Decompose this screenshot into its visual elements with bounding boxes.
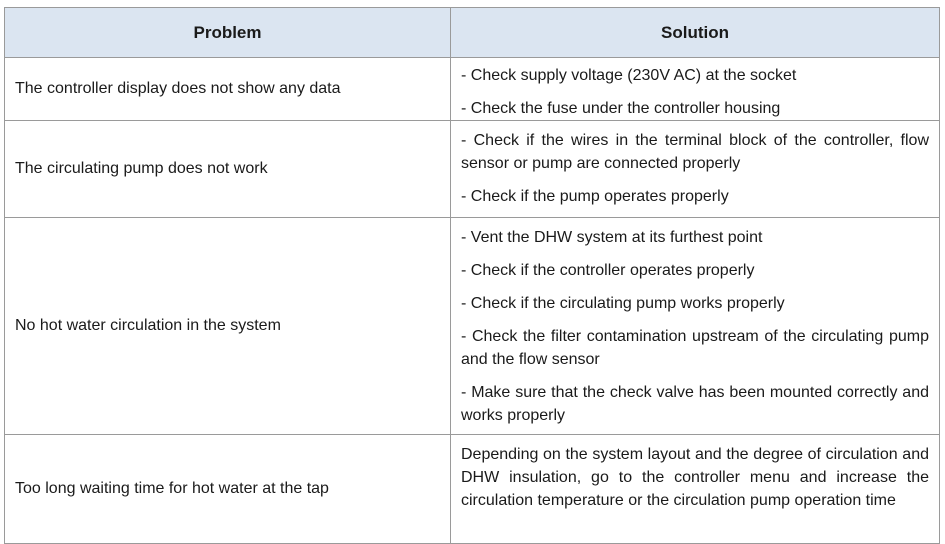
- solution-cell: [451, 435, 940, 544]
- solution-line: - Check if the circulating pump works properly: [461, 295, 785, 312]
- problem-cell: The circulating pump does not work: [5, 121, 451, 218]
- solution-cell: [451, 218, 940, 435]
- table-row: [5, 435, 940, 544]
- solution-cell: [451, 121, 940, 218]
- problem-cell: The controller display does not show any data: [5, 58, 451, 121]
- troubleshooting-table-wrapper: [4, 7, 940, 544]
- solution-line: - Check the filter contamination upstream of the circulating pump and the flow sensor: [461, 328, 929, 368]
- solution-line: - Vent the DHW system at its furthest point: [461, 229, 763, 246]
- solution-line: - Make sure that the check valve has been mounted correctly and works properly: [461, 384, 929, 424]
- solution-line: - Check if the pump operates properly: [461, 188, 729, 205]
- table-row: [5, 121, 940, 218]
- solution-line: - Check the fuse under the controller housing: [461, 100, 781, 117]
- troubleshooting-table: [4, 7, 940, 544]
- header-row: [5, 8, 940, 58]
- solution-header: Solution: [451, 8, 940, 58]
- solution-line: - Check if the wires in the terminal block of the controller, flow sensor or pump are connected properly: [461, 132, 929, 172]
- table-row: [5, 58, 940, 121]
- problem-cell: No hot water circulation in the system: [5, 218, 451, 435]
- problem-header: Problem: [5, 8, 451, 58]
- table-row: [5, 218, 940, 435]
- solution-line: - Check supply voltage (230V AC) at the socket: [461, 67, 797, 84]
- solution-cell: [451, 58, 940, 121]
- solution-line: Depending on the system layout and the degree of circulation and DHW insulation, go to the controller menu and increase the circulation temperature or the circulation pump operation time: [461, 446, 929, 509]
- solution-line: - Check if the controller operates properly: [461, 262, 755, 279]
- problem-cell: Too long waiting time for hot water at the tap: [5, 435, 451, 544]
